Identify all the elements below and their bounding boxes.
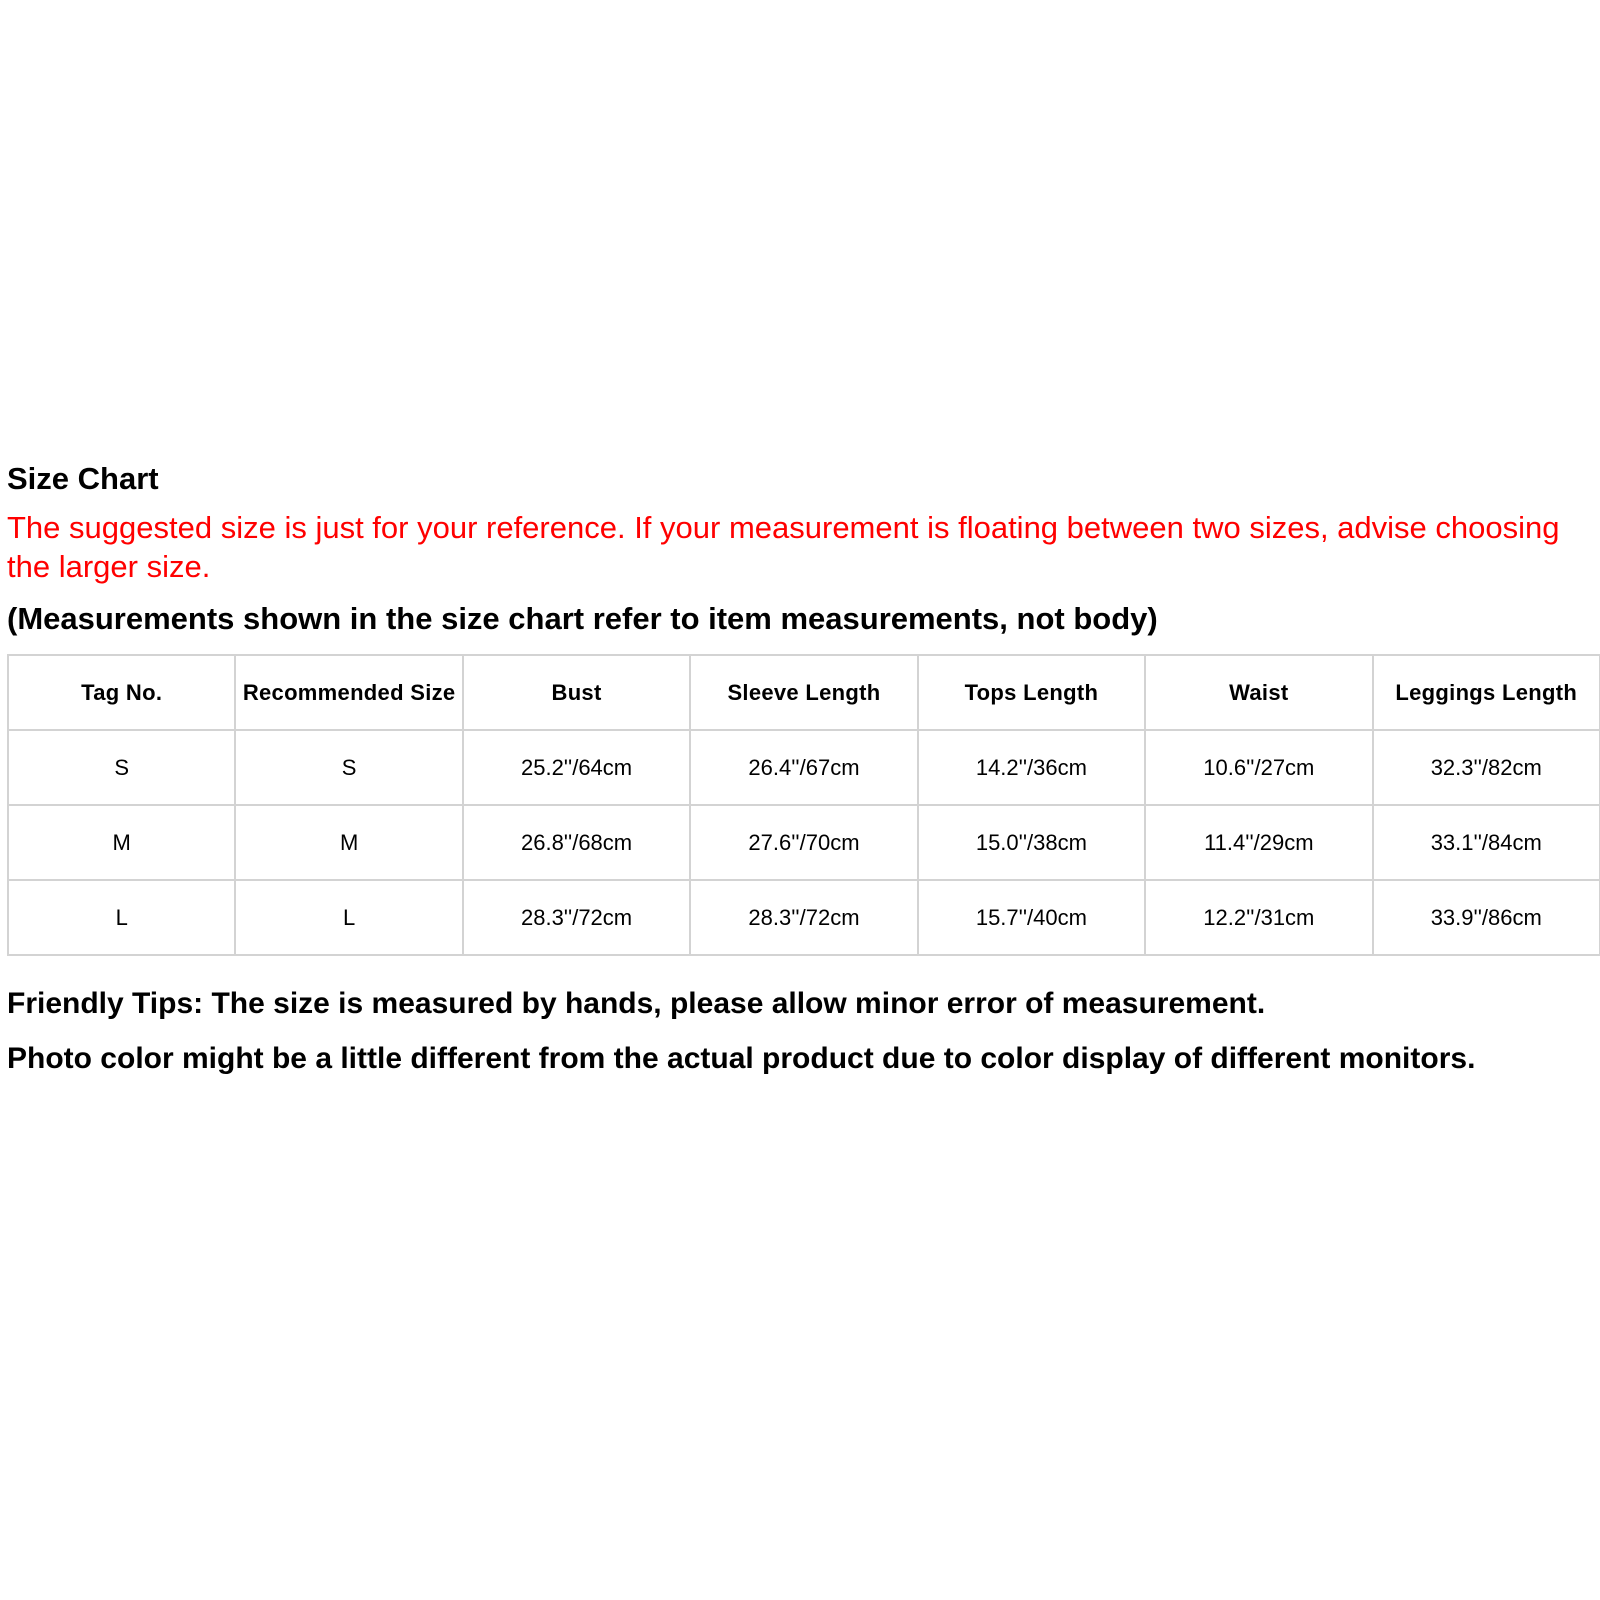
table-cell: 14.2''/36cm [918,730,1145,805]
table-cell: L [235,880,462,955]
header-waist: Waist [1145,655,1372,730]
table-cell: 26.8''/68cm [463,805,690,880]
table-row [8,730,1600,805]
header-tag-no: Tag No. [8,655,235,730]
header-recommended-size: Recommended Size [235,655,462,730]
measurement-note: (Measurements shown in the size chart refer to item measurements, not body) [7,601,1158,636]
header-bust: Bust [463,655,690,730]
size-notice: The suggested size is just for your reference. If your measurement is floating between two sizes, advise choosing the larger size. [7,510,1560,584]
size-chart-section [7,458,1597,1078]
table-cell: M [235,805,462,880]
table-cell: 11.4''/29cm [1145,805,1372,880]
table-cell: 12.2''/31cm [1145,880,1372,955]
header-leggings-length: Leggings Length [1373,655,1600,730]
table-cell: 28.3''/72cm [463,880,690,955]
table-cell: M [8,805,235,880]
table-cell: 15.0''/38cm [918,805,1145,880]
friendly-tips: Friendly Tips: The size is measured by hands, please allow minor error of measurement. [7,987,1266,1020]
table-cell: 25.2''/64cm [463,730,690,805]
table-row [8,880,1600,955]
table-cell: 10.6''/27cm [1145,730,1372,805]
table-cell: 15.7''/40cm [918,880,1145,955]
table-cell: 33.1''/84cm [1373,805,1600,880]
table-row [8,805,1600,880]
size-table [7,654,1600,956]
photo-color-note: Photo color might be a little different from the actual product due to color display of different monitors. [7,1042,1476,1075]
table-cell: 27.6''/70cm [690,805,917,880]
table-cell: L [8,880,235,955]
table-cell: S [8,730,235,805]
header-tops-length: Tops Length [918,655,1145,730]
table-cell: 28.3''/72cm [690,880,917,955]
header-sleeve-length: Sleeve Length [690,655,917,730]
table-cell: 26.4''/67cm [690,730,917,805]
table-header-row [8,655,1600,730]
table-cell: S [235,730,462,805]
table-cell: 33.9''/86cm [1373,880,1600,955]
page-title: Size Chart [7,461,159,496]
table-cell: 32.3''/82cm [1373,730,1600,805]
